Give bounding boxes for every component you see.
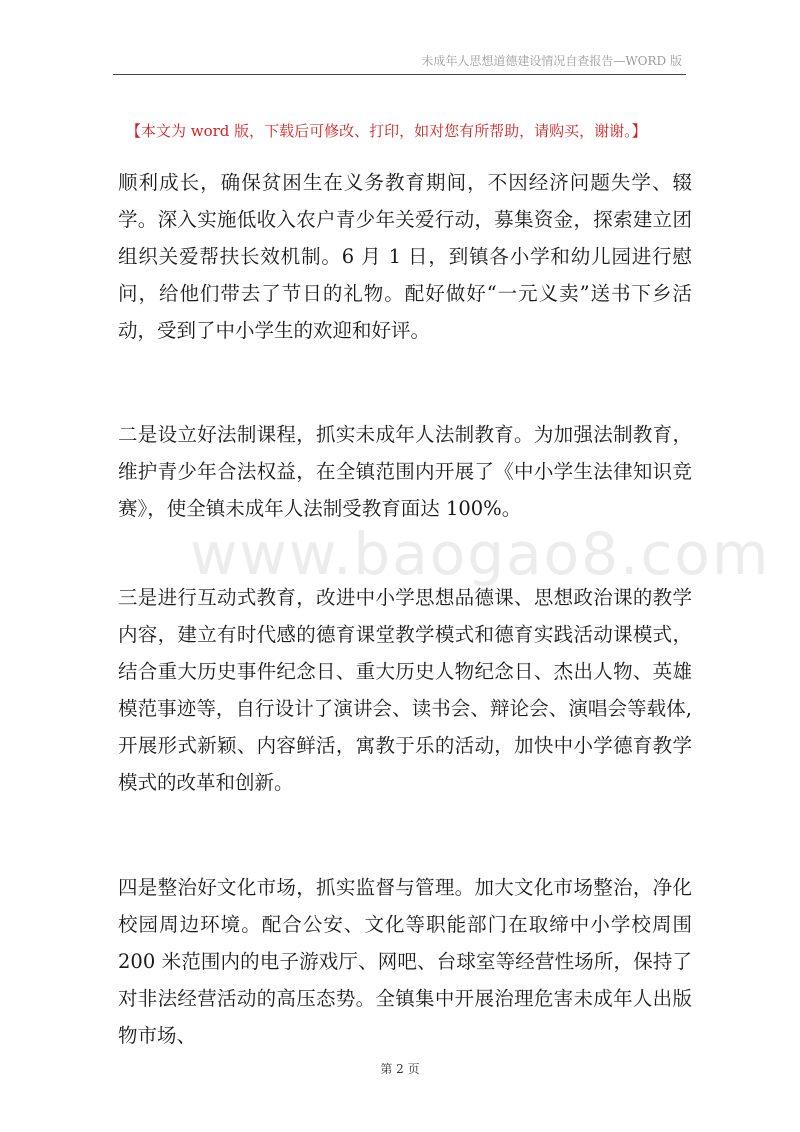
- paragraph-1: 顺利成长，确保贫困生在义务教育期间，不因经济问题失学、辍学。深入实施低收入农户青少年关爱行动，募集资金，探索建立团组织关爱帮扶长效机制。6 月 1 日，到镇各小学和幼儿园进行慰问，给他们带去了节日的礼物。配好做好“一元义卖”送书下乡活动，受到了中小学生的欢迎和好评。: [118, 171, 692, 342]
- header-divider: [113, 74, 686, 75]
- download-notice: 【本文为 word 版，下载后可修改、打印，如对您有所帮助，请购买，谢谢。】: [126, 122, 647, 140]
- paragraph-2: 二是设立好法制课程，抓实未成年人法制教育。为加强法制教育，维护青少年合法权益，在全镇范围内开展了《中小学生法律知识竞赛》，使全镇未成年人法制受教育面达 100%。: [118, 423, 692, 520]
- page-number: 第 2 页: [380, 1062, 420, 1076]
- watermark: www.baogao8.com: [190, 520, 771, 588]
- document-header-title: 未成年人思想道德建设情况自查报告—WORD 版: [421, 54, 682, 68]
- paragraph-4: 四是整治好文化市场，抓实监督与管理。加大文化市场整治，净化校园周边环境。配合公安、文化等职能部门在取缔中小学校周围 200 米范围内的电子游戏厅、网吧、台球室等经营性场所，保持了对非法经营活动的高压态势。全镇集中开展治理危害未成年人出版物市场、: [118, 876, 692, 1047]
- paragraph-3: 三是进行互动式教育，改进中小学思想品德课、思想政治课的教学内容，建立有时代感的德育课堂教学模式和德育实践活动课模式，结合重大历史事件纪念日、重大历史人物纪念日、杰出人物、英雄模范事迹等，自行设计了演讲会、读书会、辩论会、演唱会等载体,开展形式新颖、内容鲜活，寓教于乐的活动，加快中小学德育教学模式的改革和创新。: [118, 586, 692, 794]
